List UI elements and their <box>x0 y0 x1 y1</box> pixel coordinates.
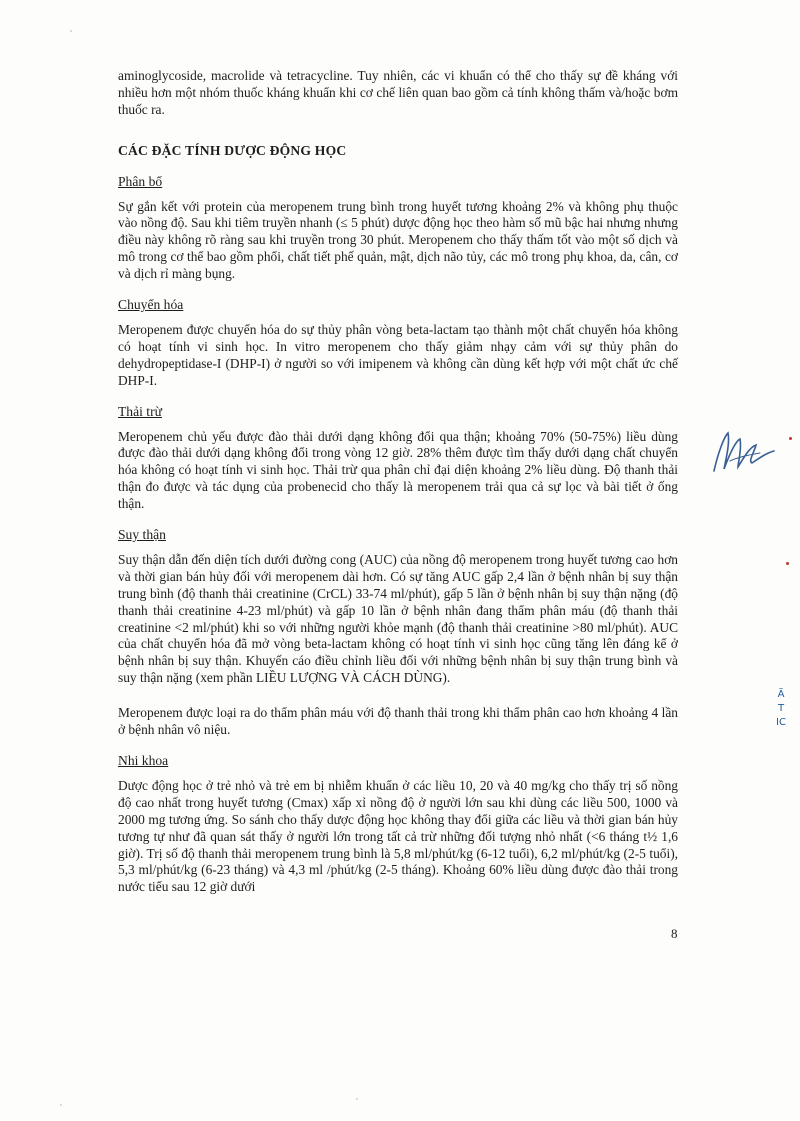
handwritten-signature <box>708 423 780 483</box>
distribution-paragraph: Sự gắn kết với protein của meropenem trung bình trong huyết tương khoảng 2% và không phụ thuộc vào nồng độ. Sau khi tiêm truyền nhanh (≤ 5 phút) dược động học theo hàm số mũ bậc hai nhưng nhưng điều này không rõ ràng sau khi truyền trong 30 phút. Meropenem cho thấy thấm tốt vào một số dịch và mô trong cơ thể bao gồm phổi, chất tiết phế quản, mật, dịch não tủy, các mô trong phụ khoa, da, cân, cơ và dịch rỉ màng bụng. <box>118 198 678 282</box>
metabolism-heading: Chuyển hóa <box>118 297 184 313</box>
margin-mark <box>786 562 789 565</box>
document-body <box>118 68 678 896</box>
scan-speck <box>356 1098 358 1100</box>
pediatrics-heading: Nhi khoa <box>118 753 169 768</box>
hemodialysis-paragraph: Meropenem được loại ra do thẩm phân máu với độ thanh thải trong khi thẩm phân cao hơn khoảng 4 lần ở bệnh nhân vô niệu. <box>118 705 678 738</box>
page-number: 8 <box>671 926 678 941</box>
section-title: CÁC ĐẶC TÍNH DƯỢC ĐỘNG HỌC <box>118 142 347 158</box>
margin-stamp <box>772 688 790 730</box>
margin-stamp-line: T <box>777 703 785 714</box>
elimination-paragraph: Meropenem chủ yếu được đào thải dưới dạng không đổi qua thận; khoảng 70% (50-75%) liều dùng được đào thải dưới dạng không đổi trong vòng 12 giờ. 28% thêm được tìm thấy dưới dạng chất chuyển hóa không có hoạt tính vi sinh học. Thải trừ qua phân chỉ đại diện khoảng 2% liều dùng. Độ thanh thải thận đo được và tác dụng của probenecid cho thấy là meropenem trải qua cả sự lọc và bài tiết ở ống thận. <box>118 428 678 512</box>
distribution-heading: Phân bố <box>118 173 163 189</box>
margin-stamp-line: IC <box>776 717 786 728</box>
margin-mark <box>789 437 792 440</box>
scan-speck <box>70 30 72 32</box>
intro-paragraph: aminoglycoside, macrolide và tetracycline. Tuy nhiên, các vi khuẩn có thể cho thấy sự đề kháng với nhiều hơn một nhóm thuốc kháng khuẩn khi cơ chế liên quan bao gồm cả tính không thấm và/hoặc bơm thuốc ra. <box>118 68 678 117</box>
renal-impairment-paragraph: Suy thận dẫn đến diện tích dưới đường cong (AUC) của nồng độ meropenem trong huyết tương cao hơn và thời gian bán hủy đối với meropenem dài hơn. Có sự tăng AUC gấp 2,4 lần ở bệnh nhân bị suy thận trung bình (độ thanh thải creatinine (CrCL) 33-74 ml/phút), gấp 5 lần ở bệnh nhân bị suy thận nặng (độ thanh thải creatinine 4-23 ml/phút) và gấp 10 lần ở bệnh nhân đang thẩm phân máu (độ thanh thải creatinine <2 ml/phút) khi so với những người khỏe mạnh (độ thanh thải creatinine >80 ml/phút). AUC của chất chuyển hóa đã mở vòng beta-lactam không có hoạt tính vi sinh học cũng tăng lên đáng kể ở bệnh nhân bị suy thận. Khuyến cáo điều chỉnh liều đối với những bệnh nhân bị suy thận trung bình và suy thận nặng (xem phần LIỀU LƯỢNG VÀ CÁCH DÙNG). <box>118 551 678 686</box>
elimination-heading: Thải trừ <box>118 403 162 419</box>
renal-impairment-heading: Suy thận <box>118 527 166 543</box>
metabolism-paragraph: Meropenem được chuyển hóa do sự thủy phân vòng beta-lactam tạo thành một chất chuyển hóa không có hoạt tính vi sinh học. In vitro meropenem cho thấy giảm nhạy cảm với sự thủy phân do dehydropeptidase-I (DHP-I) ở người so với imipenem và không cần dùng kết hợp với một chất ức chế DHP-I. <box>118 321 678 388</box>
margin-stamp-line: Ã <box>777 689 785 700</box>
scan-speck <box>60 1104 62 1106</box>
pediatrics-paragraph: Dược động học ở trẻ nhỏ và trẻ em bị nhiễm khuẩn ở các liều 10, 20 và 40 mg/kg cho thấy trị số nồng độ cao nhất trong huyết tương (Cmax) xấp xỉ nồng độ ở người lớn sau khi dùng các liều 500, 1000 và 2000 mg tương ứng. So sánh cho thấy dược động học không thay đổi giữa các liều và thời gian bán hủy tương tự như đã quan sát thấy ở người lớn trong tất cả trừ những đối tượng nhỏ nhất (<6 tháng t½ 1,6 giờ). Trị số độ thanh thải meropenem trung bình là 5,8 ml/phút/kg (6-12 tuổi), 6,2 ml/phút/kg (2-5 tuổi), 5,3 ml/phút/kg (6-23 tháng) và 4,3 ml /phút/kg (2-5 tháng). Khoảng 60% liều dùng được đào thải trong nước tiểu sau 12 giờ dưới <box>118 777 678 895</box>
